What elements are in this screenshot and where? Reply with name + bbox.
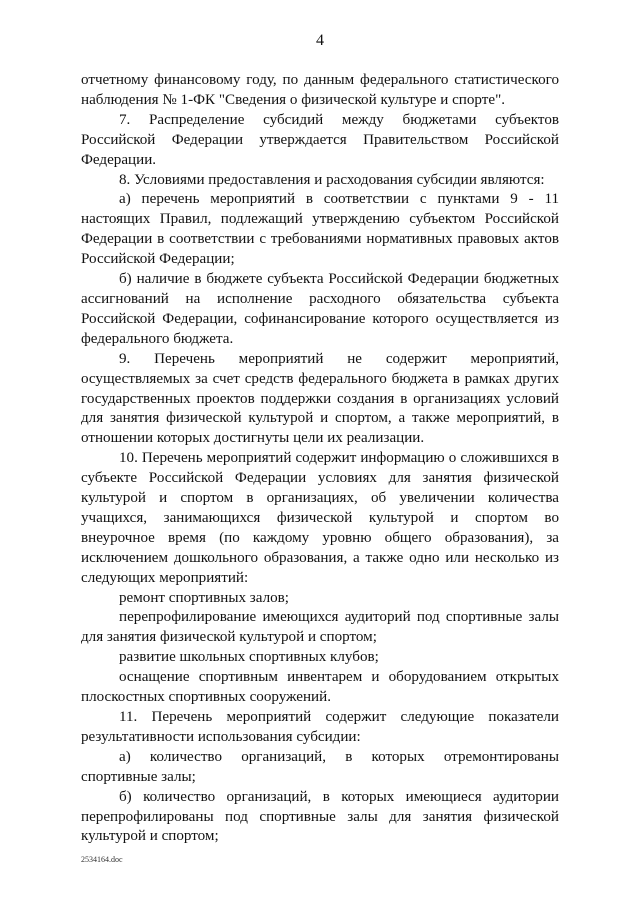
paragraph-11b: б) количество организаций, в которых имеющиеся аудитории перепрофилированы под спортивные залы для занятия физической культурой и спортом; [81, 788, 559, 845]
paragraph-8: 8. Условиями предоставления и расходования субсидии являются: [119, 171, 545, 188]
page-number: 4 [316, 32, 324, 49]
paragraph-7: 7. Распределение субсидий между бюджетами субъектов Российской Федерации утверждается Правительством Российской Федерации. [81, 111, 559, 168]
paragraph-11: 11. Перечень мероприятий содержит следующие показатели результативности использования субсидии: [81, 709, 559, 745]
paragraph-11a: а) количество организаций, в которых отремонтированы спортивные залы; [81, 748, 559, 785]
file-name-footer: 2534164.doc [81, 855, 123, 864]
paragraph-8b: б) наличие в бюджете субъекта Российской Федерации бюджетных ассигнований на исполнение расходного обязательства субъекта Российской Федерации, софинансирование которого осуществляется из федерального бюджета. [81, 271, 559, 347]
list-item-repair: ремонт спортивных залов; [119, 589, 289, 606]
paragraph-continuation: отчетному финансовому году, по данным федерального статистического наблюдения № 1-ФК "Сведения о физической культуре и спорте". [81, 72, 559, 108]
list-item-school-clubs: развитие школьных спортивных клубов; [119, 649, 379, 666]
paragraph-9: 9. Перечень мероприятий не содержит мероприятий, осуществляемых за счет средств федерального бюджета в рамках других государственных проектов поддержки создания в организациях условий для занятия физической культурой и спортом, а также мероприятий, в отношении которых достигнуты цели их реализации. [81, 350, 559, 447]
paragraph-10: 10. Перечень мероприятий содержит информацию о сложившихся в субъекте Российской Федерации условиях для занятия физической культурой и спортом в организациях, об увеличении количества учащихся, занимающихся физической культурой и спортом во внеурочное время (по каждому уровню общего образования), за исключением дошкольного образования, а также одно или несколько из следующих мероприятий: [81, 450, 559, 586]
document-body [81, 71, 559, 847]
paragraph-8a: а) перечень мероприятий в соответствии с пунктами 9 - 11 настоящих Правил, подлежащий утверждению субъектом Российской Федерации в соответствии с требованиями нормативных правовых актов Российской Федерации; [81, 191, 559, 268]
list-item-equipment: оснащение спортивным инвентарем и оборудованием открытых плоскостных спортивных сооружений. [81, 669, 559, 706]
list-item-repurposing: перепрофилирование имеющихся аудиторий под спортивные залы для занятия физической культурой и спортом; [81, 609, 559, 646]
